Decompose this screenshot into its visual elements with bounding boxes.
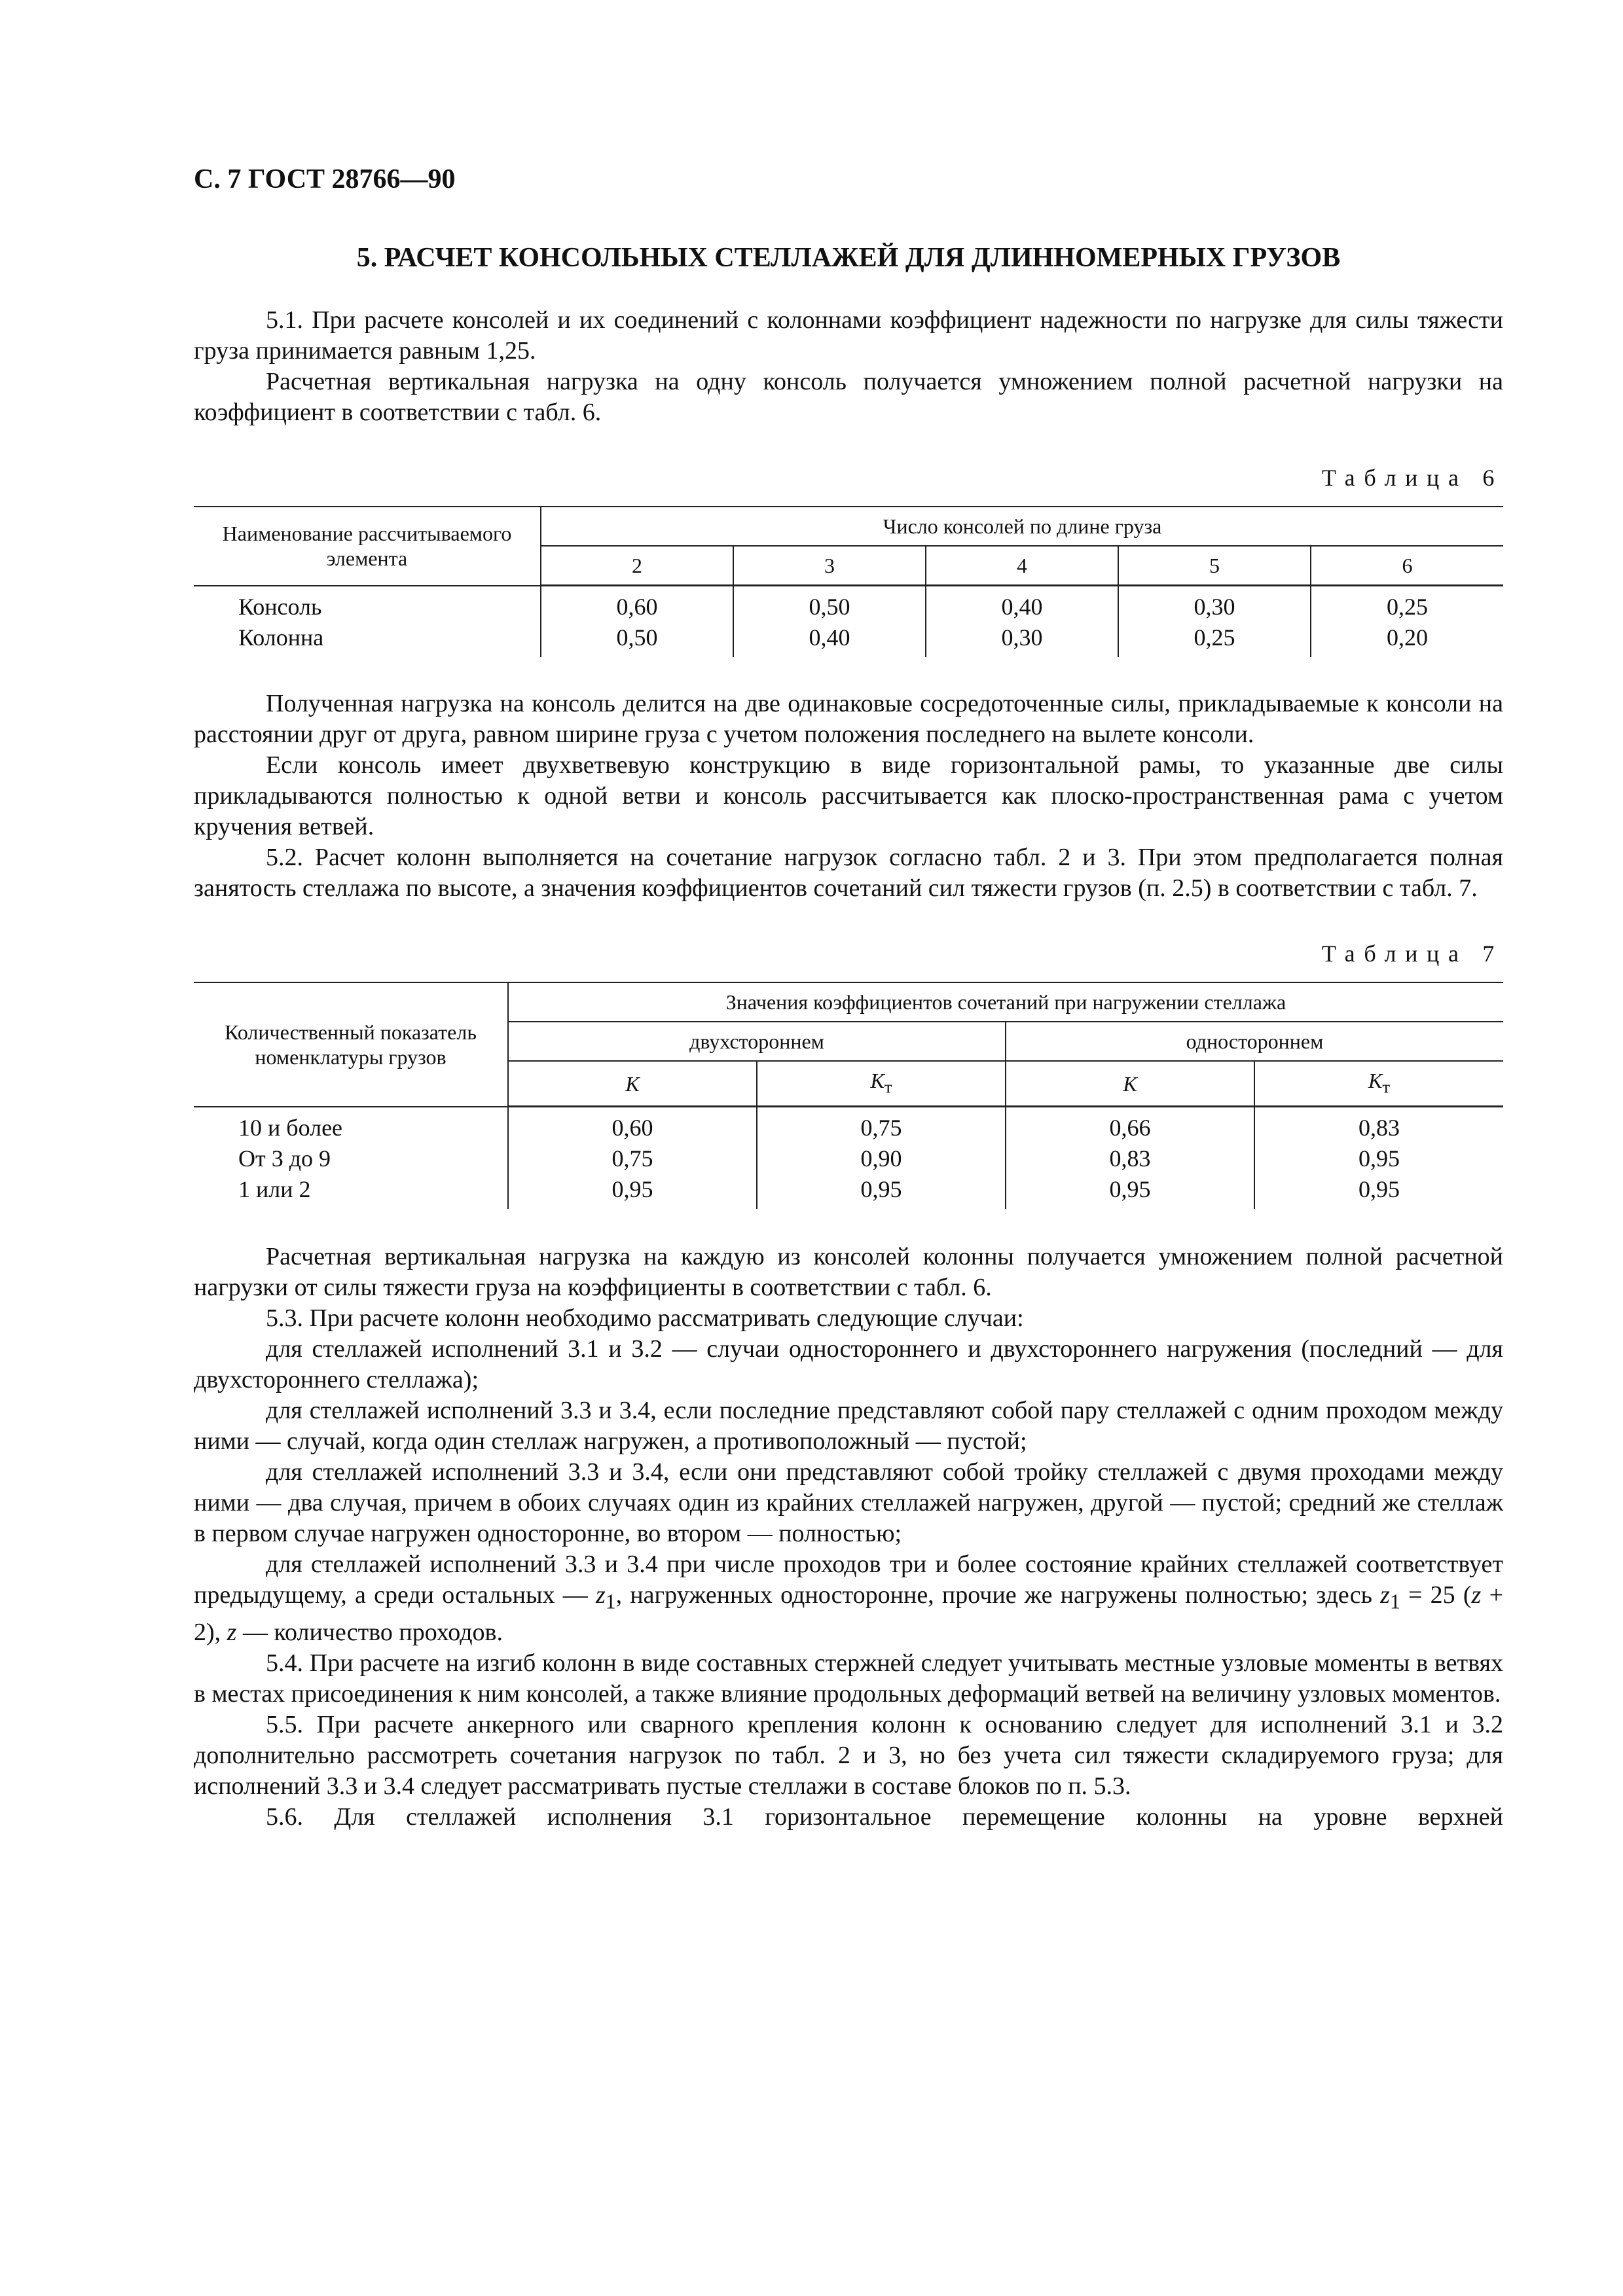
table-6 [194,506,1503,657]
table7-cell: 0,95 [1254,1174,1503,1209]
table-row [194,1174,1503,1209]
table6-cell: 0,20 [1311,622,1503,657]
paragraph-5-6: 5.6. Для стеллажей исполнения 3.1 горизонтальное перемещение колонны на уровне верхней [266,1803,1503,1831]
formula-z: z [595,1581,606,1609]
k-symbol: K [625,1071,640,1096]
text-run: — количество проходов. [236,1618,503,1646]
table6-header-count: 5 [1118,546,1311,586]
table-7 [194,982,1503,1209]
table6-cell: 0,50 [541,622,733,657]
table7-cell: 0,95 [1006,1174,1254,1209]
table7-cell: 0,75 [757,1107,1006,1144]
table-row [194,622,1503,657]
formula-z: z [227,1618,237,1646]
table7-cell: 0,95 [1254,1143,1503,1174]
table7-header-two-sided: двухстороннем [508,1022,1006,1061]
table7-header-one-sided: одностороннем [1006,1022,1503,1061]
table6-header-group: Число консолей по длине груза [541,507,1503,546]
table6-cell: 0,30 [926,622,1118,657]
paragraph-two-branch: Если консоль имеет двухветвевую конструкцию в виде горизонтальной рамы, то указанные две силы прикладываются полностью к одной ветви и консоль рассчитывается как плоско-пространственная рама с учетом кручения ветвей. [194,751,1503,840]
text-run: + 2), [194,1581,1504,1646]
table7-row-label: 10 и более [238,1114,343,1141]
table6-header-count: 3 [733,546,926,586]
table7-header-k [508,1061,757,1107]
table7-cell: 0,60 [508,1107,757,1144]
k-symbol: K [1123,1071,1137,1096]
table-row [194,1143,1503,1174]
table7-row-label: От 3 до 9 [238,1145,331,1172]
table7-cell: 0,95 [757,1174,1006,1209]
kt-symbol: K [870,1069,884,1092]
table7-header-group: Значения коэффициентов сочетаний при нагружении стеллажа [508,982,1503,1022]
paragraph-case-many [194,1549,1503,1648]
table6-header-count: 2 [541,546,733,586]
table7-header-indicator: Количественный показатель номенклатуры грузов [194,982,508,1107]
table6-cell: 0,30 [1118,586,1311,623]
table6-cell: 0,25 [1118,622,1311,657]
table6-cell: 0,25 [1311,586,1503,623]
table6-caption: Таблица 6 [1321,465,1503,491]
table6-cell: 0,50 [733,586,926,623]
formula-z: z [1471,1581,1482,1609]
table7-header-kt [1254,1061,1503,1107]
table7-caption: Таблица 7 [1321,941,1503,967]
paragraph-5-3: 5.3. При расчете колонн необходимо рассматривать следующие случаи: [266,1304,1024,1333]
text-run: = 25 ( [1400,1581,1472,1609]
kt-subscript: т [884,1077,892,1097]
paragraph-load-split: Полученная нагрузка на консоль делится на две одинаковые сосредоточенные силы, прикладываемые к консоли на расстоянии друг от друга, равном ширине груза с учетом положения последнего на вылете консоли. [194,690,1503,748]
table6-row-label: Колонна [238,624,324,651]
paragraph-console-coefficients: Расчетная вертикальная нагрузка на каждую из консолей колонны получается умножением полной расчетной нагрузки от силы тяжести груза на коэффициенты в соответствии с табл. 6. [194,1243,1503,1302]
document-page [194,164,1503,1833]
table6-header-count: 6 [1311,546,1503,586]
table6-header-count: 4 [926,546,1118,586]
table7-cell: 0,66 [1006,1107,1254,1144]
table7-header-k [1006,1061,1254,1107]
table6-cell: 0,60 [541,586,733,623]
running-head: С. 7 ГОСТ 28766—90 [194,164,456,194]
paragraph-5-5: 5.5. При расчете анкерного или сварного крепления колонн к основанию следует для исполнений 3.1 и 3.2 дополнительно рассмотреть сочетания нагрузок по табл. 2 и 3, но без учета сил тяжести складируемого груза; для исполнений 3.3 и 3.4 следует рассматривать пустые стеллажи в составе блоков по п. 5.3. [194,1710,1503,1800]
paragraph-5-4: 5.4. При расчете на изгиб колонн в виде составных стержней следует учитывать местные узловые моменты в ветвях в местах присоединения к ним консолей, а также влияние продольных деформаций ветвей на величину узловых моментов. [194,1649,1503,1708]
table7-header-kt [757,1061,1006,1107]
section-title: 5. РАСЧЕТ КОНСОЛЬНЫХ СТЕЛЛАЖЕЙ ДЛЯ ДЛИННОМЕРНЫХ ГРУЗОВ [356,243,1341,273]
kt-symbol: K [1368,1069,1383,1092]
table7-cell: 0,83 [1254,1107,1503,1144]
paragraph-case-triple: для стеллажей исполнений 3.3 и 3.4, если они представляют собой тройку стеллажей с двумя проходами между ними — два случая, причем в обоих случаях один из крайних стеллажей нагружен, другой — пустой; средний же стеллаж в первом случае нагружен односторонне, во втором — полностью; [194,1458,1503,1548]
table6-row-label: Консоль [238,593,322,620]
text-run: для стеллажей исполнений 3.3 и 3.4 при числе проходов три и более состояние крайних стеллажей соответствует предыдущему, а среди остальных — [194,1551,1503,1609]
formula-subscript: 1 [605,1590,616,1613]
paragraph-5-1: 5.1. При расчете консолей и их соединений с колоннами коэффициент надежности по нагрузке для силы тяжести груза принимается равным 1,25. [194,306,1503,365]
paragraph-vertical-load: Расчетная вертикальная нагрузка на одну консоль получается умножением полной расчетной нагрузки на коэффициент в соответствии с табл. 6. [194,368,1503,426]
formula-z: z [1380,1581,1390,1609]
paragraph-5-2: 5.2. Расчет колонн выполняется на сочетание нагрузок согласно табл. 2 и 3. При этом предполагается полная занятость стеллажа по высоте, а значения коэффициентов сочетаний сил тяжести грузов (п. 2.5) в соответствии с табл. 7. [194,844,1503,902]
kt-subscript: т [1382,1077,1390,1097]
paragraph-case-3-1: для стеллажей исполнений 3.1 и 3.2 — случаи одностороннего и двухстороннего нагружения (последний — для двухстороннего стеллажа); [194,1335,1503,1394]
paragraph-case-pair: для стеллажей исполнений 3.3 и 3.4, если последние представляют собой пару стеллажей с одним проходом между ними — случай, когда один стеллаж нагружен, а противоположный — пустой; [194,1397,1503,1456]
table6-cell: 0,40 [733,622,926,657]
table7-cell: 0,90 [757,1143,1006,1174]
table7-cell: 0,83 [1006,1143,1254,1174]
text-run: , нагруженных односторонне, прочие же нагружены полностью; здесь [615,1581,1381,1609]
table-row [194,1107,1503,1144]
table7-cell: 0,75 [508,1143,757,1174]
table6-cell: 0,40 [926,586,1118,623]
formula-subscript: 1 [1389,1590,1400,1613]
table7-row-label: 1 или 2 [238,1176,311,1203]
table7-cell: 0,95 [508,1174,757,1209]
table6-header-element: Наименование рассчитываемого элемента [194,507,541,586]
table-row [194,586,1503,623]
